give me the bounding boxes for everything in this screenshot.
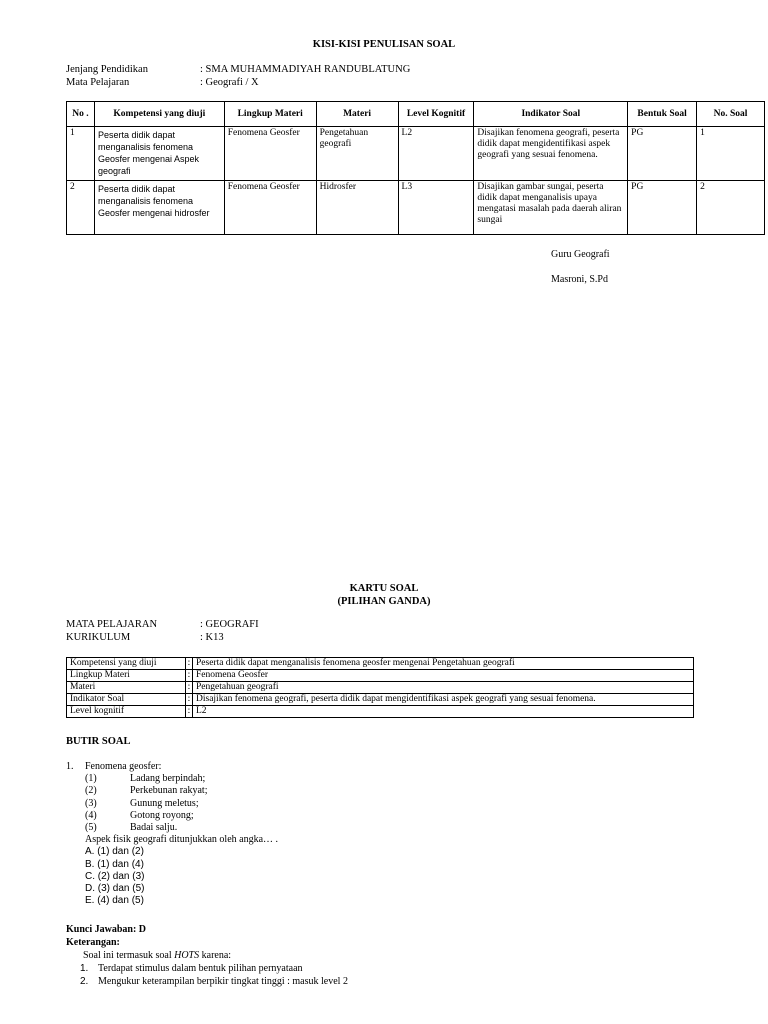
answer-key: Kunci Jawaban: D (66, 924, 147, 935)
cell-bentuk: PG (628, 127, 697, 181)
cell-level: L3 (398, 181, 474, 235)
table-row (67, 658, 694, 670)
kartu-subtitle: (PILIHAN GANDA) (337, 596, 431, 607)
question-block (85, 761, 485, 907)
header-nosoal: No. Soal (697, 102, 765, 127)
header-no: No . (67, 102, 95, 127)
item-text: Badai salju. (130, 821, 178, 833)
item-number: (4) (85, 809, 97, 821)
kartu-label: Kompetensi yang diuji (67, 658, 186, 670)
cell-indikator: Disajikan fenomena geografi, peserta didik dapat mengidentifikasi aspek geografi yang sesuai fenomena. (474, 127, 628, 181)
meta-value-kurikulum: : K13 (200, 632, 224, 643)
header-level: Level Kognitif (398, 102, 474, 127)
list-item (85, 822, 485, 834)
item-number: (3) (85, 797, 97, 809)
cell-indikator: Disajikan gambar sungai, peserta didik dapat menganalisis upaya mengatasi masalah pada daerah aliran sungai (474, 181, 628, 235)
cell-kompetensi: Peserta didik dapat menganalisis fenomena Geosfer mengenai Aspek geografi (94, 127, 224, 181)
kartu-sep: : (186, 670, 193, 682)
list-item (85, 773, 485, 785)
cell-materi: Hidrosfer (316, 181, 398, 235)
kartu-label: Materi (67, 682, 186, 694)
keterangan-heading: Keterangan: (66, 937, 120, 948)
kartu-value: Pengetahuan geografi (193, 682, 694, 694)
kisi-title: KISI-KISI PENULISAN SOAL (312, 39, 456, 50)
cell-bentuk: PG (628, 181, 697, 235)
signature-name: Masroni, S.Pd (551, 274, 608, 285)
cell-nosoal: 1 (697, 127, 765, 181)
hots-term: HOTS (174, 950, 200, 961)
meta-label-mapel: Mata Pelajaran (66, 77, 130, 88)
answer-option-d: D. (3) dan (5) (85, 882, 145, 894)
answer-option-c: C. (2) dan (3) (85, 870, 145, 882)
butir-heading: BUTIR SOAL (66, 736, 131, 747)
item-text: Perkebunan rakyat; (130, 785, 208, 797)
hots-text-after: karena: (199, 950, 232, 961)
list-item (80, 963, 480, 976)
list-item (80, 976, 480, 989)
table-row (67, 682, 694, 694)
meta-value-mapel: : Geografi / X (200, 77, 259, 88)
kisi-header-row (67, 102, 765, 127)
item-text: Ladang berpindah; (130, 773, 206, 785)
header-materi: Materi (316, 102, 398, 127)
kisi-table (66, 101, 765, 235)
cell-materi: Pengetahuan geografi (316, 127, 398, 181)
table-row (67, 181, 765, 235)
question-number: 1. (66, 761, 74, 772)
hots-text-before: Soal ini termasuk soal (83, 950, 175, 961)
cell-nosoal: 2 (697, 181, 765, 235)
item-number: (5) (85, 821, 97, 833)
item-text: Gotong royong; (130, 809, 194, 821)
kartu-label: Level kognitif (67, 706, 186, 718)
kartu-meta (66, 619, 566, 645)
meta-label-kurikulum: KURIKULUM (66, 632, 131, 643)
kartu-label: Indikator Soal (67, 694, 186, 706)
cell-kompetensi: Peserta didik dapat menganalisis fenomena Geosfer mengenai hidrosfer (94, 181, 224, 235)
header-lingkup: Lingkup Materi (224, 102, 316, 127)
cell-no: 1 (67, 127, 95, 181)
kartu-title: KARTU SOAL (349, 583, 419, 594)
meta-value-jenjang: : SMA MUHAMMADIYAH RANDUBLATUNG (200, 64, 411, 75)
kartu-sep: : (186, 658, 193, 670)
question-text: Aspek fisik geografi ditunjukkan oleh angka… . (85, 834, 279, 846)
list-item (85, 785, 485, 797)
cell-no: 2 (67, 181, 95, 235)
note-text: Mengukur keterampilan berpikir tingkat tinggi : masuk level 2 (98, 976, 348, 987)
header-kompetensi: Kompetensi yang diuji (94, 102, 224, 127)
kartu-value: Disajikan fenomena geografi, peserta didik dapat mengidentifikasi aspek geografi yang sesuai fenomena. (193, 694, 694, 706)
answer-option-a: A. (1) dan (2) (85, 846, 144, 858)
hots-line (83, 950, 231, 962)
item-number: (1) (85, 773, 97, 785)
header-indikator: Indikator Soal (474, 102, 628, 127)
cell-level: L2 (398, 127, 474, 181)
kartu-sep: : (186, 682, 193, 694)
table-row (67, 706, 694, 718)
signature-role: Guru Geografi (551, 249, 610, 260)
table-row (67, 127, 765, 181)
kartu-value: Peserta didik dapat menganalisis fenomena geosfer mengenai Pengetahuan geografi (193, 658, 694, 670)
cell-lingkup: Fenomena Geosfer (224, 181, 316, 235)
notes-list (80, 963, 480, 989)
item-text: Gunung meletus; (130, 797, 199, 809)
kisi-meta (66, 64, 566, 90)
list-item (85, 810, 485, 822)
kartu-label: Lingkup Materi (67, 670, 186, 682)
table-row (67, 694, 694, 706)
kartu-sep: : (186, 706, 193, 718)
question-stem: Fenomena geosfer: (85, 761, 162, 772)
answer-option-e: E. (4) dan (5) (85, 895, 144, 907)
answer-option-b: B. (1) dan (4) (85, 858, 144, 870)
kartu-value: L2 (193, 706, 694, 718)
note-number: 2. (80, 976, 89, 987)
note-number: 1. (80, 963, 89, 974)
note-text: Terdapat stimulus dalam bentuk pilihan pernyataan (98, 963, 303, 974)
header-bentuk: Bentuk Soal (628, 102, 697, 127)
meta-value-mapel: : GEOGRAFI (200, 619, 259, 630)
list-item (85, 798, 485, 810)
kartu-sep: : (186, 694, 193, 706)
kartu-value: Fenomena Geosfer (193, 670, 694, 682)
table-row (67, 670, 694, 682)
cell-lingkup: Fenomena Geosfer (224, 127, 316, 181)
meta-label-mapel: MATA PELAJARAN (66, 619, 158, 630)
item-number: (2) (85, 785, 97, 797)
kartu-table (66, 657, 694, 718)
meta-label-jenjang: Jenjang Pendidikan (66, 64, 148, 75)
